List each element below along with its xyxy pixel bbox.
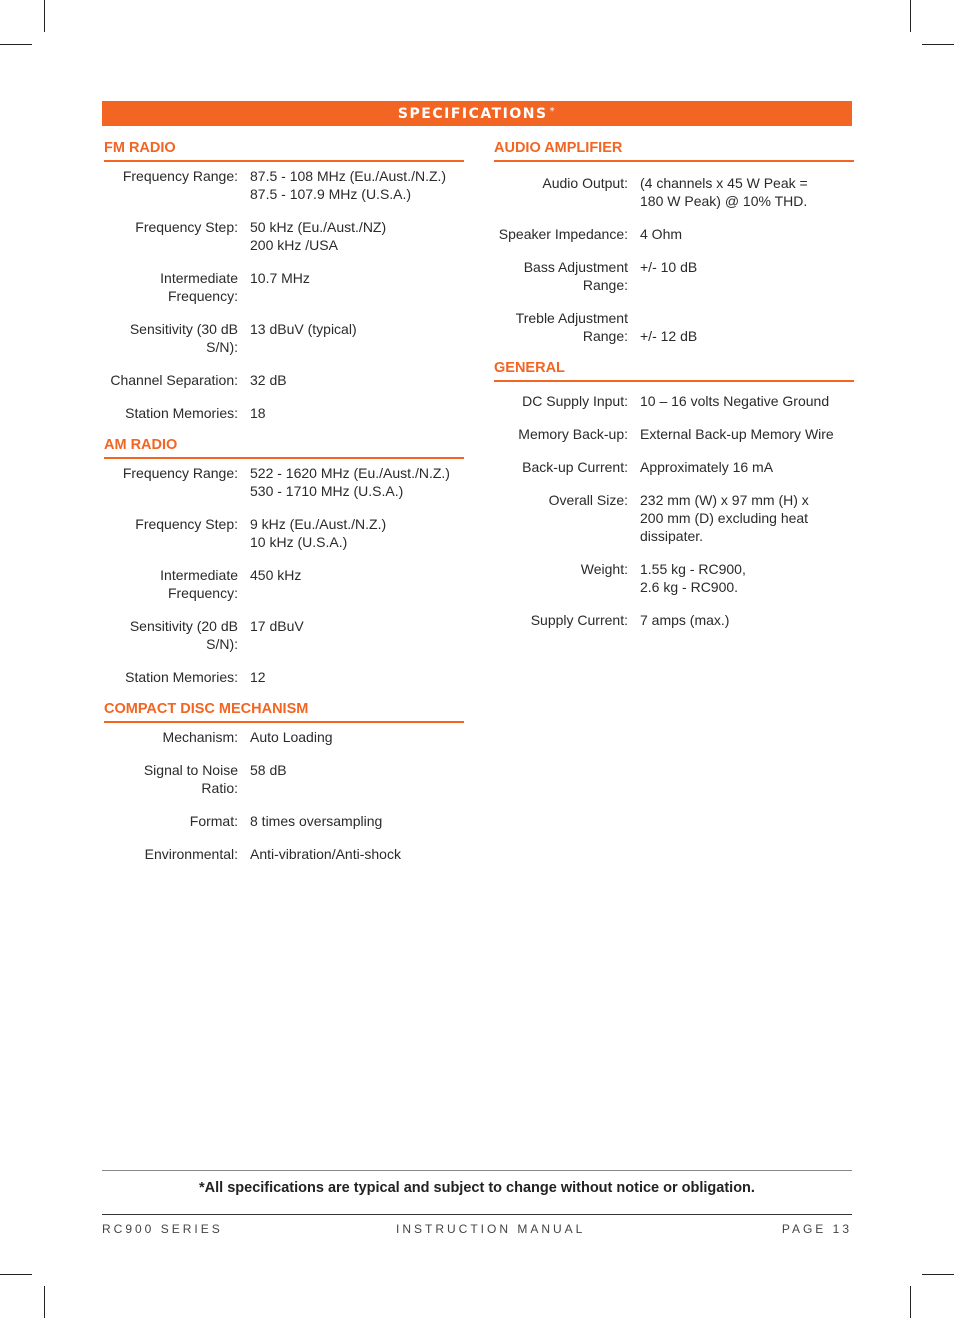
spec-row [104,269,464,305]
spec-row [494,611,854,629]
spec-label-line: Treble Adjustment [515,310,628,326]
spec-value [640,174,854,210]
spec-value-line: 232 mm (W) x 97 mm (H) x [640,492,809,508]
spec-value-line: 18 [250,405,266,421]
spec-label: Format: [189,813,238,829]
spec-label: Bass Adjustment Range: [523,259,628,293]
spec-value-line: Approximately 16 mA [640,459,774,475]
crop-mark [922,1274,954,1275]
section-title: COMPACT DISC MECHANISM [104,701,464,723]
spec-value [250,617,464,653]
spec-value-line: 10 – 16 volts Negative Ground [640,393,830,409]
footer-divider [102,1214,852,1215]
spec-value [250,761,464,797]
fm-radio-section [104,140,464,422]
spec-value-line: 58 dB [250,762,287,778]
spec-value [640,327,854,345]
spec-label: Channel Separation: [110,372,238,388]
spec-row [494,491,854,545]
spec-row [104,812,464,830]
spec-value-line: +/- 12 dB [640,328,698,344]
spec-row [494,174,854,210]
cd-mechanism-section [104,701,464,863]
right-column [494,140,854,644]
crop-mark [0,1274,32,1275]
footer-series: RC900 SERIES [102,1222,223,1236]
spec-label: Station Memories: [125,669,238,685]
spec-row [494,258,854,294]
spec-value-line: 2.6 kg - RC900. [640,579,739,595]
spec-label: Overall Size: [548,492,628,508]
spec-value [250,668,464,686]
spec-value-line: Auto Loading [250,729,333,745]
spec-value [250,566,464,602]
spec-value-line: 450 kHz [250,567,302,583]
spec-label: Audio Output: [542,175,628,191]
spec-label: Frequency Range: [122,168,238,184]
spec-label: Intermediate Frequency: [160,567,238,601]
spec-value [250,167,464,203]
section-title: FM RADIO [104,140,464,162]
spec-label: Signal to Noise Ratio: [143,762,238,796]
spec-value [640,392,854,410]
crop-mark [910,0,911,32]
spec-row [494,392,854,410]
spec-value [250,320,464,356]
spec-value-line: 180 W Peak) @ 10% THD. [640,193,808,209]
spec-row [494,560,854,596]
spec-row [104,845,464,863]
spec-row [104,728,464,746]
spec-value [250,812,464,830]
banner-title-text: SPECIFICATIONS [397,105,548,122]
spec-value [640,425,854,443]
spec-label: Sensitivity (20 dB S/N): [129,618,238,652]
spec-value-line: 87.5 - 108 MHz (Eu./Aust./N.Z.) [250,168,447,184]
spec-value-line: 32 dB [250,372,287,388]
spec-label: Weight: [580,561,628,577]
spec-value-line: 4 Ohm [640,226,683,242]
footer-manual: INSTRUCTION MANUAL [396,1222,586,1236]
spec-label: Environmental: [144,846,238,862]
section-title: AM RADIO [104,437,464,459]
spec-value [640,491,854,545]
spec-value-line: Anti-vibration/Anti-shock [250,846,401,862]
spec-row [104,167,464,203]
crop-mark [44,1286,45,1318]
spec-label: Frequency Step: [135,219,238,235]
spec-value-line: (4 channels x 45 W Peak = [640,175,808,191]
general-section [494,360,854,629]
spec-value [250,515,464,551]
specifications-footnote: *All specifications are typical and subject to change without notice or obligation. [102,1170,852,1196]
spec-value [640,458,854,476]
spec-value [250,218,464,254]
spec-row [104,566,464,602]
crop-mark [922,44,954,45]
specifications-banner [102,101,852,126]
spec-value-line: +/- 10 dB [640,259,698,275]
spec-label: Back-up Current: [522,459,628,475]
spec-value [250,371,464,389]
spec-label: Speaker Impedance: [498,226,628,242]
spec-value [250,464,464,500]
spec-label [494,309,640,345]
spec-row [104,668,464,686]
spec-row [494,458,854,476]
spec-value [250,845,464,863]
crop-mark [44,0,45,32]
audio-amplifier-section [494,140,854,345]
spec-value-line: 10 kHz (U.S.A.) [250,534,348,550]
spec-value-line: 1.55 kg - RC900, [640,561,746,577]
spec-row [494,309,854,345]
spec-value-line: 9 kHz (Eu./Aust./N.Z.) [250,516,387,532]
crop-mark [910,1286,911,1318]
spec-row [494,225,854,243]
am-radio-section [104,437,464,686]
spec-value-line: 7 amps (max.) [640,612,730,628]
spec-row [104,404,464,422]
section-title: GENERAL [494,360,854,382]
spec-value [640,225,854,243]
spec-value [250,404,464,422]
spec-label: Frequency Range: [122,465,238,481]
spec-label: Station Memories: [125,405,238,421]
spec-value [640,258,854,294]
spec-value-line: External Back-up Memory Wire [640,426,834,442]
section-title: AUDIO AMPLIFIER [494,140,854,162]
spec-row [104,371,464,389]
spec-label: Frequency Step: [135,516,238,532]
spec-value [640,611,854,629]
spec-label: Memory Back-up: [518,426,628,442]
banner-asterisk: * [549,105,557,117]
spec-row [494,425,854,443]
spec-value-line: 530 - 1710 MHz (U.S.A.) [250,483,404,499]
spec-value [250,269,464,305]
spec-label: DC Supply Input: [522,393,628,409]
spec-value-line: 17 dBuV [250,618,304,634]
spec-value-line: 10.7 MHz [250,270,310,286]
spec-label: Supply Current: [530,612,628,628]
spec-value [250,728,464,746]
spec-label: Intermediate Frequency: [160,270,238,304]
spec-value-line: 200 kHz /USA [250,237,338,253]
spec-label: Mechanism: [162,729,238,745]
spec-value-line: 522 - 1620 MHz (Eu./Aust./N.Z.) [250,465,450,481]
left-column [104,140,464,878]
spec-value [640,560,854,596]
spec-row [104,617,464,653]
spec-row [104,464,464,500]
spec-value-line: 50 kHz (Eu./Aust./NZ) [250,219,387,235]
spec-label: Sensitivity (30 dB S/N): [129,321,238,355]
footer-page-number: PAGE 13 [781,1222,852,1236]
spec-value-line: 13 dBuV (typical) [250,321,357,337]
spec-label-line: Range: [582,328,628,344]
page-title [398,106,556,122]
spec-value-line: 12 [250,669,266,685]
spec-value-line: 8 times oversampling [250,813,383,829]
crop-mark [0,44,32,45]
spec-value-line: 87.5 - 107.9 MHz (U.S.A.) [250,186,412,202]
spec-row [104,320,464,356]
spec-value-line: 200 mm (D) excluding heat [640,510,809,526]
spec-value-line: dissipater. [640,528,704,544]
spec-row [104,218,464,254]
spec-row [104,761,464,797]
spec-row [104,515,464,551]
